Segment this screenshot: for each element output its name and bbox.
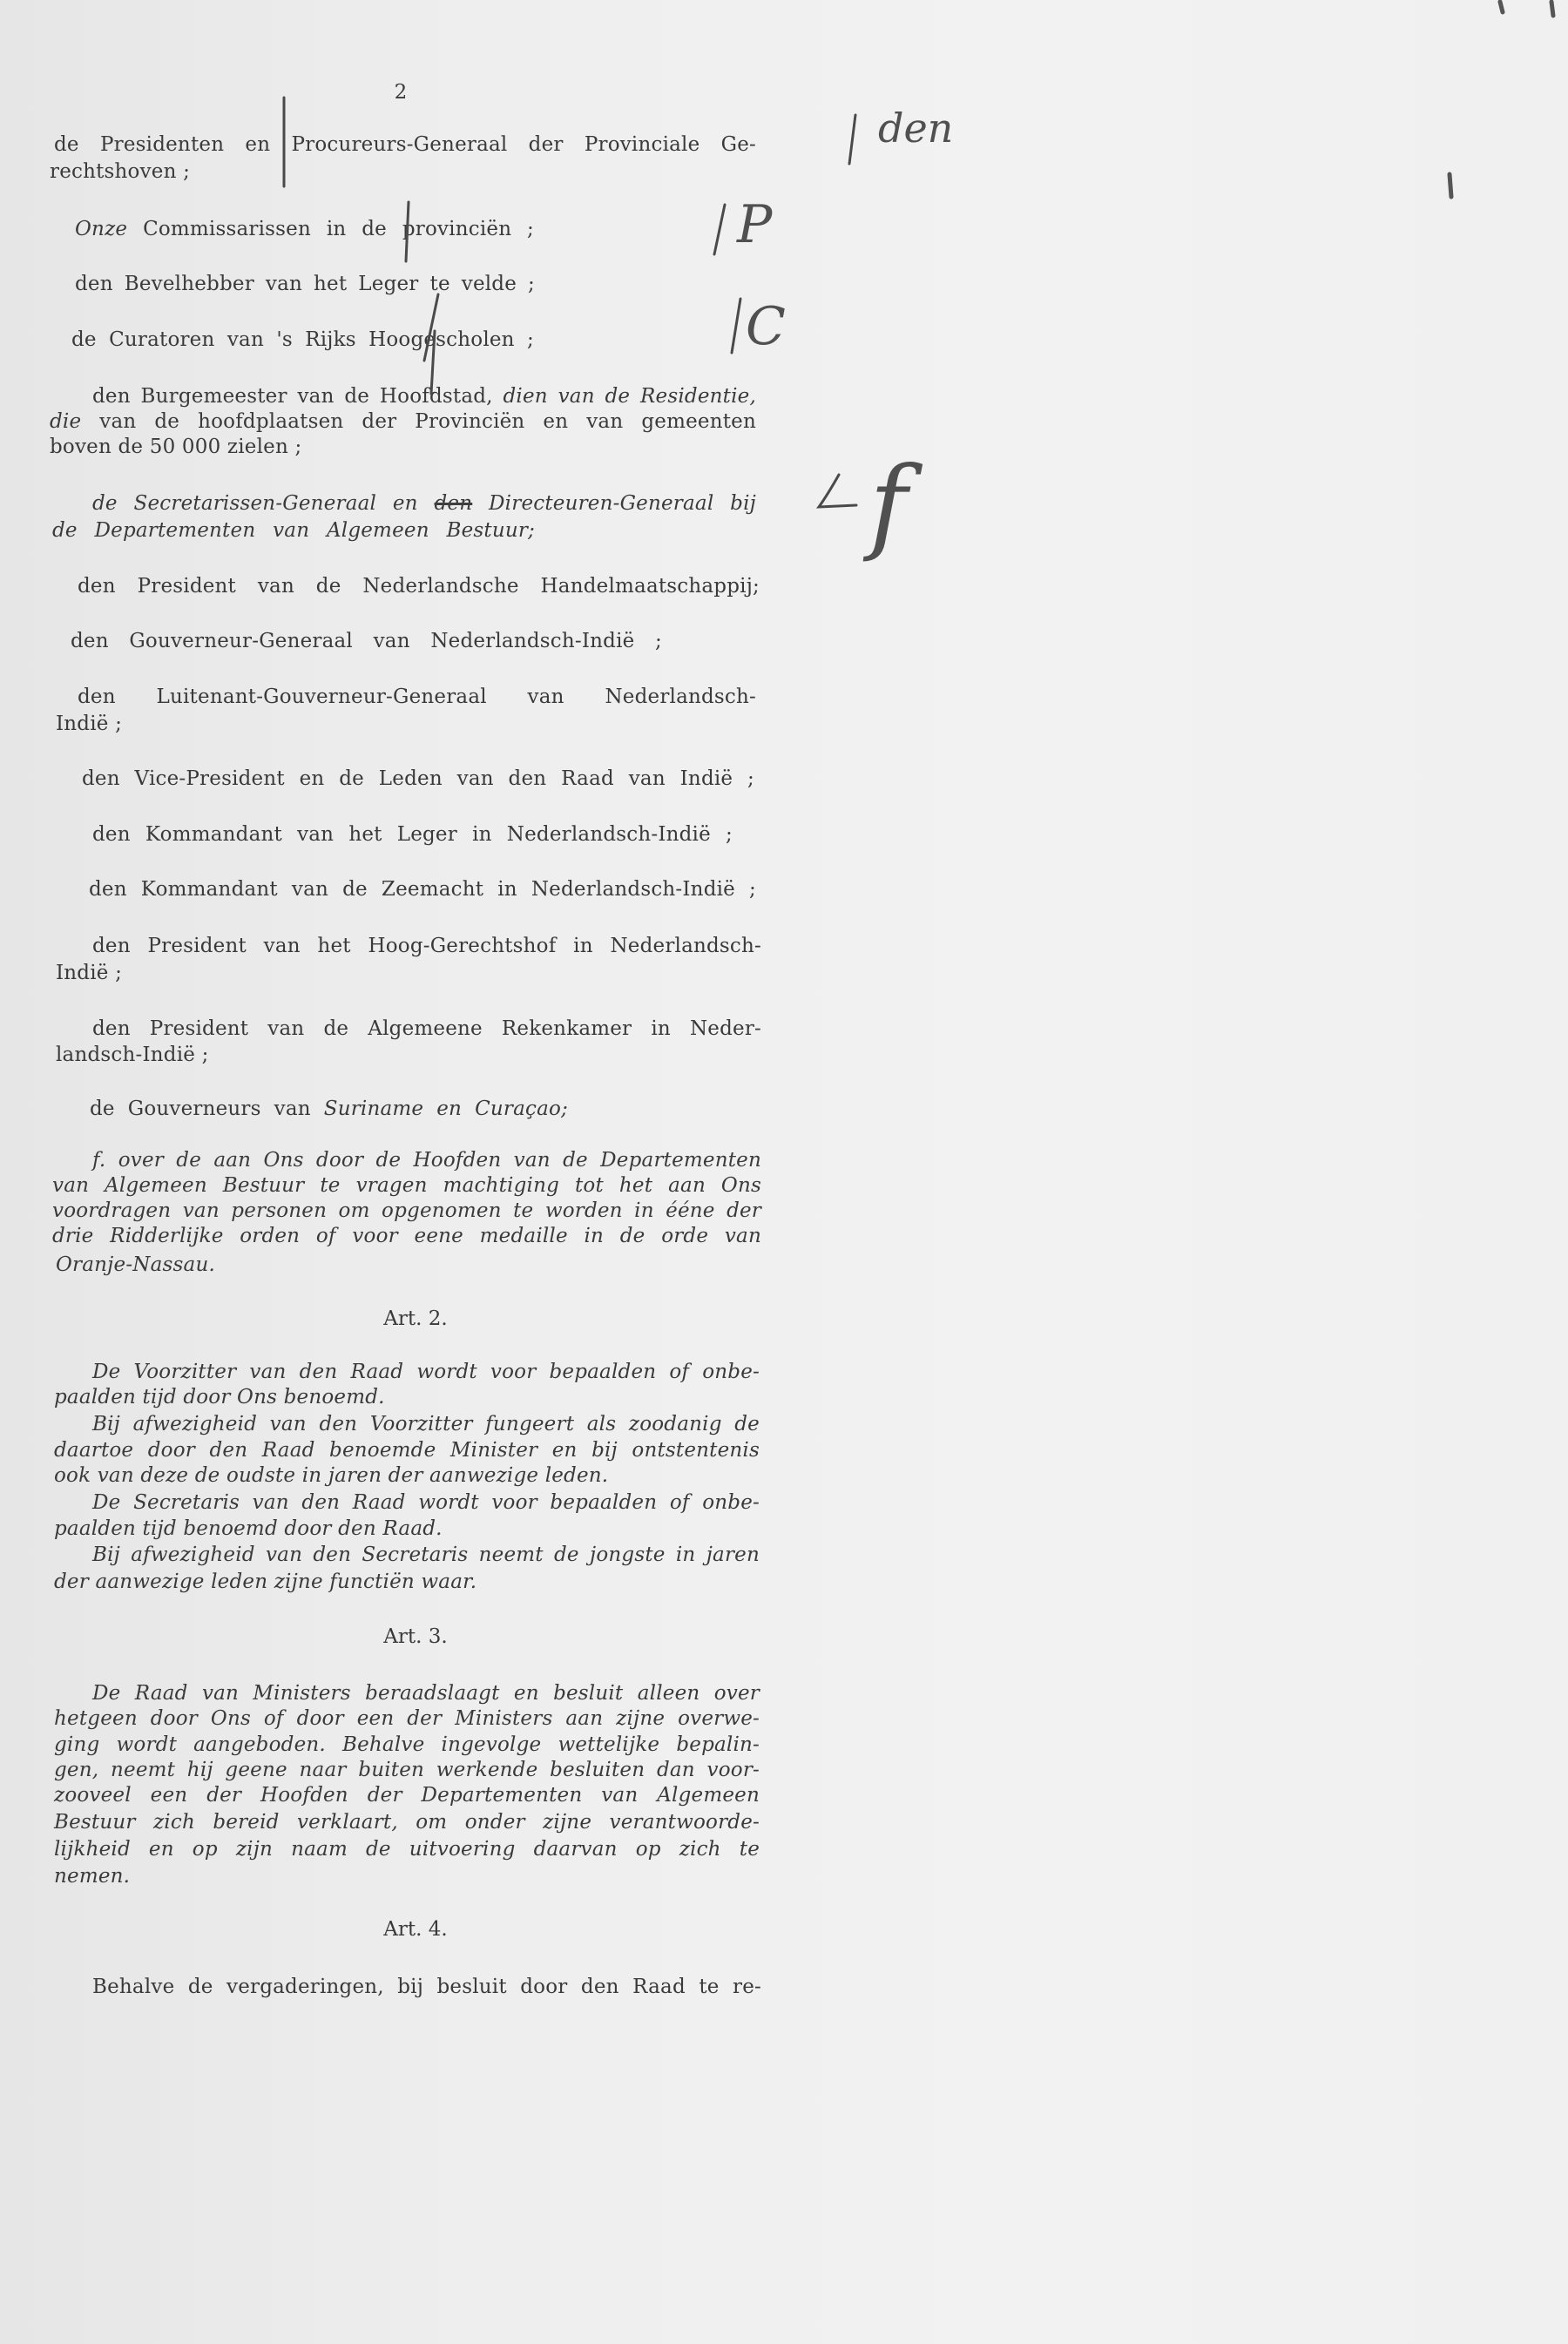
recipient-line: den Gouverneur-Generaal van Nederlandsch-Indië ; — [71, 630, 662, 652]
clause-f-line: drie Ridderlijke orden of voor eene medaille in de orde van — [52, 1225, 761, 1247]
article-line: Bij afwezigheid van den Voorzitter fungeert als zoodanig de — [92, 1413, 760, 1435]
line-segment-italic: dien van de Residentie, — [503, 385, 756, 408]
article-line: Bestuur zich bereid verklaart, om onder zijne verantwoorde- — [54, 1811, 760, 1834]
pen-mark — [406, 202, 409, 261]
recipient-line: de Curatoren van 's Rijks Hoogescholen ; — [71, 328, 534, 351]
line-segment-italic: die — [50, 410, 82, 433]
line-segment: Commissarissen in de provinciën ; — [143, 218, 535, 240]
recipient-line: Indië ; — [56, 962, 123, 984]
article-line: De Secretaris van den Raad wordt voor bepaalden of onbe- — [92, 1491, 760, 1514]
pen-mark — [1450, 174, 1451, 197]
line-segment: van de hoofdplaatsen der Provinciën en van gemeenten — [99, 410, 756, 433]
pen-mark — [1500, 2, 1503, 12]
article-line: De Raad van Ministers beraadslaagt en besluit alleen over — [92, 1682, 760, 1705]
recipient-line: den Kommandant van de Zeemacht in Nederlandsch-Indië ; — [89, 878, 756, 901]
article-line: der aanwezige leden zijne functiën waar. — [54, 1571, 477, 1593]
article-line: paalden tijd benoemd door den Raad. — [54, 1517, 443, 1540]
recipient-line: rechtshoven ; — [50, 160, 191, 183]
article-heading: Art. 4. — [383, 1918, 448, 1941]
handwritten-annotation: den — [878, 105, 954, 152]
line-segment: den Burgemeester van de Hoofdstad, — [92, 385, 493, 408]
recipient-line: den Bevelhebber van het Leger te velde ; — [75, 273, 535, 295]
article-line: daartoe door den Raad benoemde Minister en bij ontstentenis — [54, 1439, 760, 1462]
recipient-line: den President van het Hoog-Gerechtshof in Nederlandsch- — [92, 935, 761, 957]
pen-mark — [849, 115, 855, 164]
recipient-line: landsch-Indië ; — [56, 1044, 209, 1066]
pen-mark — [714, 205, 725, 254]
pen-mark — [819, 475, 856, 507]
article-line: paalden tijd door Ons benoemd. — [54, 1386, 385, 1408]
recipient-line: den Kommandant van het Leger in Nederlandsch-Indië ; — [92, 823, 733, 846]
article-line: gen, neemt hij geene naar buiten werkende besluiten dan voor- — [54, 1759, 760, 1781]
article-line: Behalve de vergaderingen, bij besluit door den Raad te re- — [92, 1976, 761, 1998]
article-line: zooveel een der Hoofden der Departementen van Algemeen — [54, 1784, 760, 1807]
clause-f-line: van Algemeen Bestuur te vragen machtiging tot het aan Ons — [52, 1174, 761, 1197]
clause-f-line: Oranje-Nassau. — [56, 1253, 215, 1276]
clause-f-line: f. over de aan Ons door de Hoofden van de Departementen — [92, 1149, 761, 1172]
article-line: hetgeen door Ons of door een der Ministers aan zijne overwe- — [54, 1707, 760, 1730]
recipient-line: den President van de Algemeene Rekenkamer in Neder- — [92, 1017, 761, 1040]
line-segment: de Secretarissen-Generaal en — [92, 492, 418, 515]
recipient-line: den Vice-President en de Leden van den Raad van Indië ; — [82, 767, 754, 790]
line-segment-italic: Suriname en Curaçao; — [323, 1098, 568, 1120]
recipient-line: de Departementen van Algemeen Bestuur; — [52, 519, 535, 542]
pen-mark — [732, 299, 740, 353]
recipient-line: de Presidenten en Procureurs-Generaal der Provinciale Ge- — [54, 133, 756, 156]
struck-word: den — [434, 492, 473, 515]
clause-f-line: voordragen van personen om opgenomen te worden in ééne der — [52, 1199, 761, 1222]
article-line: Bij afwezigheid van den Secretaris neemt de jongste in jaren — [92, 1544, 760, 1566]
recipient-line: Indië ; — [56, 713, 123, 735]
article-line: nemen. — [54, 1865, 131, 1888]
article-line: lijkheid en op zijn naam de uitvoering daarvan op zich te — [54, 1838, 760, 1861]
line-segment: de Gouverneurs van — [90, 1098, 311, 1120]
article-line: ging wordt aangeboden. Behalve ingevolge wettelijke bepalin- — [54, 1733, 760, 1756]
recipient-line: den President van de Nederlandsche Handelmaatschappij; — [78, 575, 760, 598]
pen-mark — [1551, 2, 1553, 16]
article-line: De Voorzitter van den Raad wordt voor bepaalden of onbe- — [92, 1361, 760, 1383]
article-line: ook van deze de oudste in jaren der aanwezige leden. — [54, 1464, 609, 1487]
handwritten-annotation: P — [737, 194, 773, 255]
pen-mark — [424, 294, 438, 361]
page-number: 2 — [394, 81, 408, 104]
article-heading: Art. 3. — [383, 1625, 448, 1648]
recipient-line: boven de 50 000 zielen ; — [50, 436, 302, 458]
handwritten-annotation: f — [869, 444, 908, 564]
recipient-line: den Luitenant-Gouverneur-Generaal van Nederlandsch- — [78, 686, 756, 708]
line-segment: Directeuren-Generaal bij — [489, 492, 756, 515]
pen-mark — [431, 331, 435, 394]
line-segment-italic: Onze — [75, 218, 128, 240]
handwritten-annotation: C — [746, 296, 786, 357]
article-heading: Art. 2. — [383, 1307, 448, 1330]
